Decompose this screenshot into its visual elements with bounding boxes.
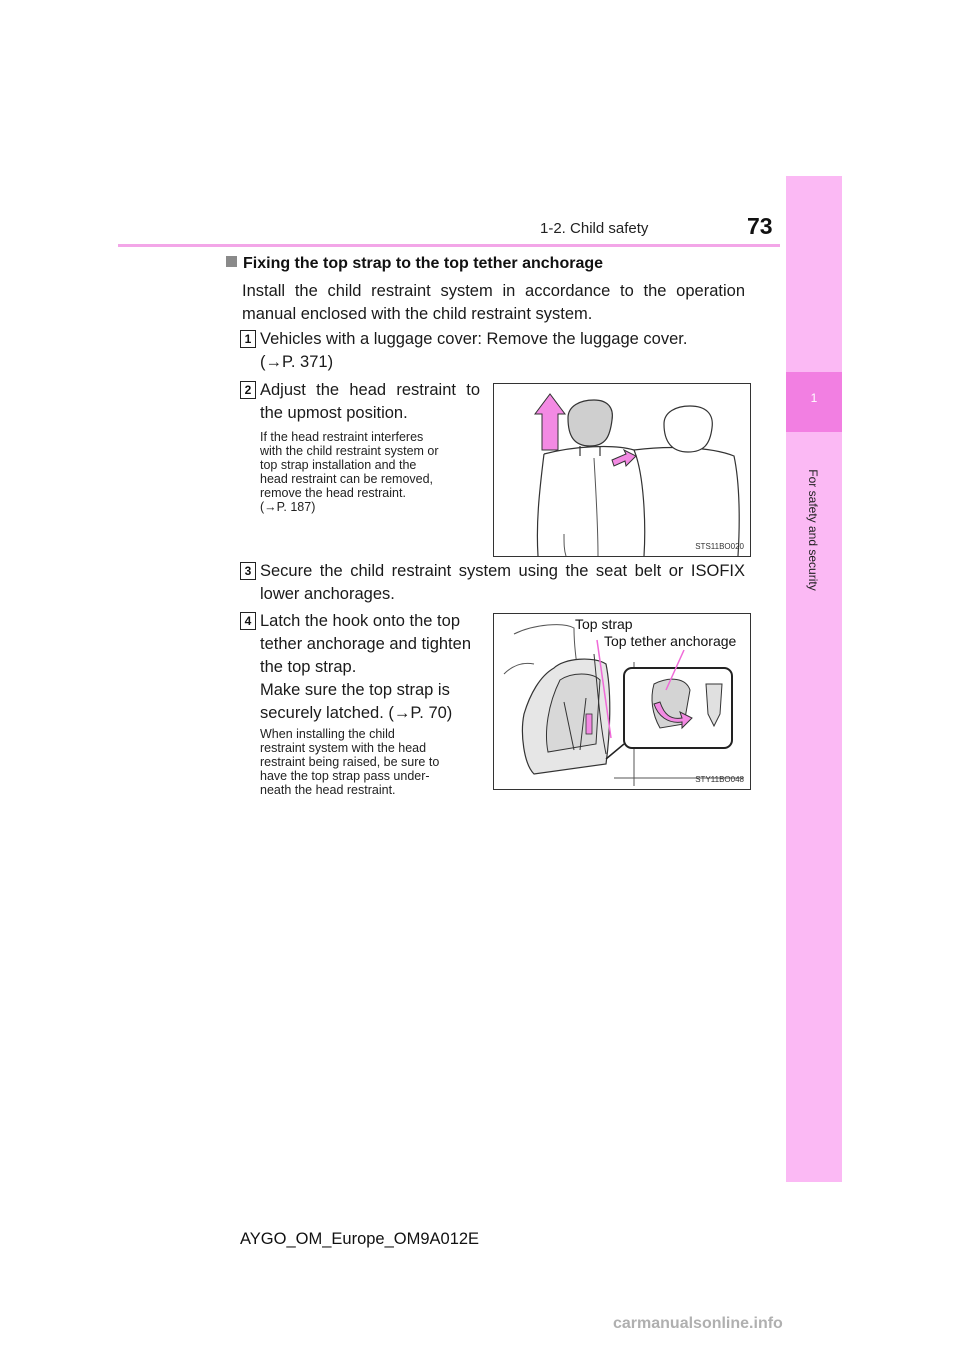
step-2-text: Adjust the head restraint to the upmost position. bbox=[260, 381, 480, 422]
header-rule bbox=[118, 244, 780, 247]
intro-paragraph: Install the child restraint system in accordance to the operation manual enclosed with the child restraint system. bbox=[242, 282, 745, 323]
figure-code: STS11BO020 bbox=[695, 542, 744, 551]
step-4-line: the top strap. bbox=[260, 658, 357, 676]
note-line: neath the head restraint. bbox=[260, 783, 396, 797]
chapter-side-tab bbox=[786, 176, 842, 1182]
step-4-line: securely latched. (→P. 70) bbox=[260, 704, 453, 722]
page-number: 73 bbox=[747, 213, 773, 239]
step-number-2: 2 bbox=[240, 381, 256, 399]
top-tether-anchorage-callout: Top tether anchorage bbox=[604, 633, 737, 649]
step-4-line: Latch the hook onto the top bbox=[260, 612, 460, 630]
step-1-text: Vehicles with a luggage cover: Remove the luggage cover. bbox=[260, 330, 688, 348]
note-line: If the head restraint interferes bbox=[260, 430, 424, 444]
note-line: top strap installation and the bbox=[260, 458, 417, 472]
step-4-line: tether anchorage and tighten bbox=[260, 635, 471, 653]
step-number-3: 3 bbox=[240, 562, 256, 580]
step-4-note bbox=[260, 727, 480, 797]
chapter-label: For safety and security bbox=[806, 469, 820, 591]
note-line: When installing the child bbox=[260, 727, 395, 741]
document-footer: AYGO_OM_Europe_OM9A012E bbox=[240, 1230, 480, 1248]
section-heading bbox=[226, 255, 603, 273]
figure-code: STY11BO048 bbox=[695, 775, 744, 784]
top-strap-callout: Top strap bbox=[575, 616, 633, 632]
section-title: 1-2. Child safety bbox=[540, 220, 649, 237]
note-line: have the top strap pass under- bbox=[260, 769, 430, 783]
step-number-1: 1 bbox=[240, 330, 256, 348]
head-restraint-figure bbox=[493, 383, 751, 557]
square-bullet-icon bbox=[226, 256, 237, 267]
note-line: restraint being raised, be sure to bbox=[260, 755, 440, 769]
head-restraint-illustration bbox=[494, 384, 750, 556]
note-line: restraint system with the head bbox=[260, 741, 427, 755]
watermark: carmanualsonline.info bbox=[613, 1315, 783, 1332]
note-line: with the child restraint system or bbox=[260, 444, 439, 458]
step-1-ref-link[interactable]: (→P. 371) bbox=[260, 353, 334, 371]
step-2-ref-link[interactable]: (→P. 187) bbox=[260, 500, 316, 514]
step-2-note bbox=[260, 430, 480, 514]
step-4-line: Make sure the top strap is bbox=[260, 681, 450, 699]
step-3-text: Secure the child restraint system using the seat belt or ISOFIX lower anchorages. bbox=[260, 562, 745, 603]
section-heading-text: Fixing the top strap to the top tether anchorage bbox=[243, 255, 604, 272]
chapter-number: 1 bbox=[810, 391, 818, 405]
note-line: head restraint can be removed, bbox=[260, 472, 434, 486]
step-4-text bbox=[260, 610, 480, 725]
top-tether-figure bbox=[493, 613, 751, 790]
note-line: remove the head restraint. bbox=[260, 486, 406, 500]
step-number-4: 4 bbox=[240, 612, 256, 630]
